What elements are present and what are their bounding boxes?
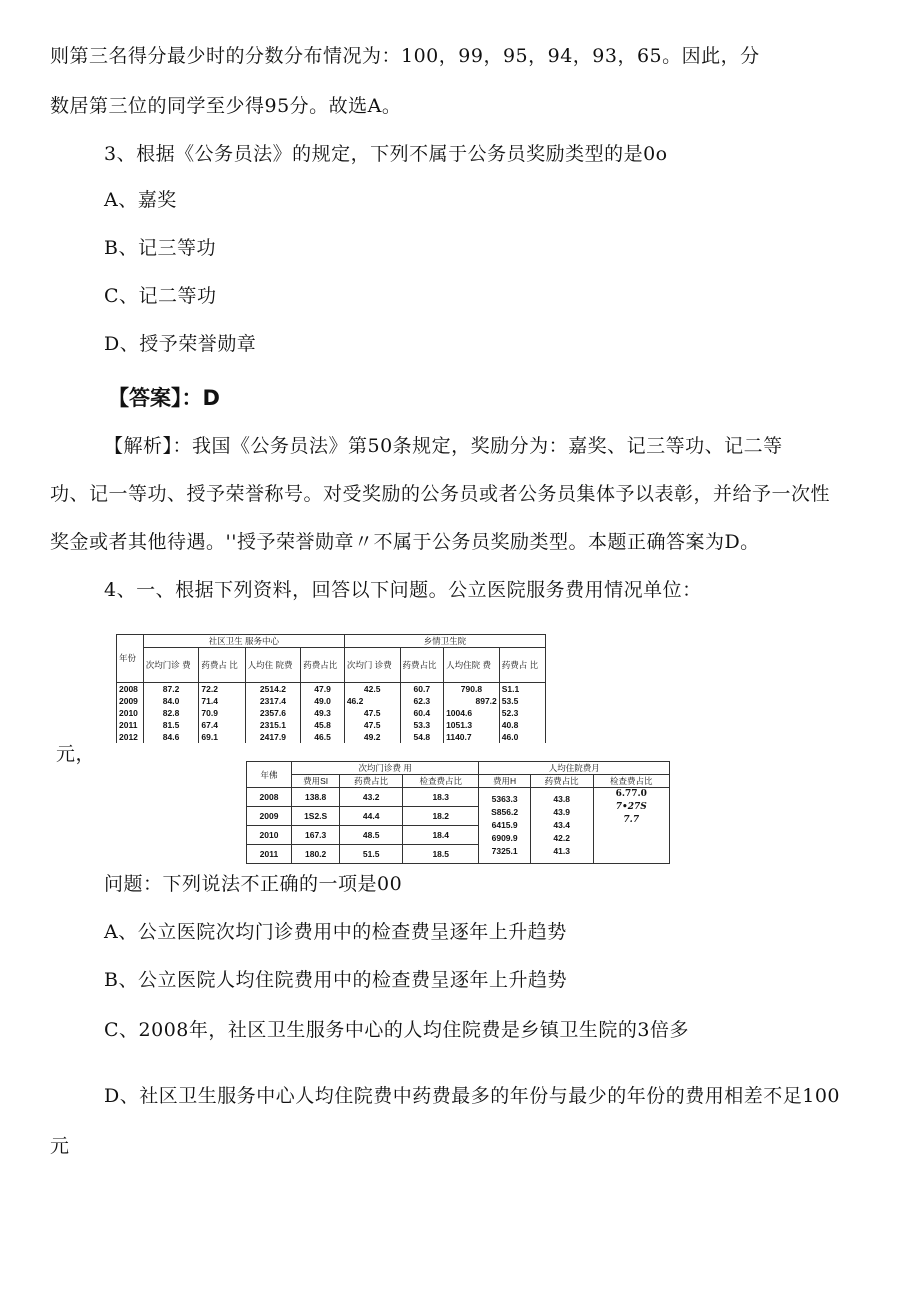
table-cell: 43.2 <box>340 788 403 807</box>
table-row <box>117 683 546 696</box>
table-cell: 790.8 <box>444 683 500 696</box>
table-header: 年份 <box>117 635 144 683</box>
table-header: 次均门诊 费 <box>143 648 199 683</box>
table-cell: 2417.9 <box>245 731 301 743</box>
option-a: A、公立医院次均门诊费用中的检查费呈逐年上升趋势 <box>104 921 567 943</box>
option-d-continued: 元 <box>50 1135 70 1157</box>
table-cell: 87.2 <box>143 683 199 696</box>
table-cell-line: 43.4 <box>553 820 570 830</box>
table-cell: 60.4 <box>400 707 444 719</box>
table-header: 药费占 比 <box>499 648 545 683</box>
table-header: 药费占 比 <box>199 648 245 683</box>
table-cell: 2011 <box>247 845 292 864</box>
table-cell: 52.3 <box>499 707 545 719</box>
table-cell: 1140.7 <box>444 731 500 743</box>
table-cell: 67.4 <box>199 719 245 731</box>
table-row <box>117 731 546 743</box>
option-c: C、2008年，社区卫生服务中心的人均住院费是乡镇卫生院的3倍多 <box>104 1019 689 1041</box>
explanation: 【解析】：我国《公务员法》第50条规定，奖励分为：嘉奖、记三等功、记二等 <box>104 435 783 457</box>
table-cell <box>530 788 593 864</box>
table-cell: 2514.2 <box>245 683 301 696</box>
answer-label: 【答案】：D <box>108 386 220 410</box>
table-header: 药费占比 <box>301 648 345 683</box>
table-cell: 53.5 <box>499 695 545 707</box>
option-b: B、公立医院人均住院费用中的检查费呈逐年上升趋势 <box>104 969 567 991</box>
table-cell: 71.4 <box>199 695 245 707</box>
table-row <box>117 719 546 731</box>
table-cell: 2317.4 <box>245 695 301 707</box>
table-header: 费用SI <box>292 775 340 788</box>
text-line: 则第三名得分最少时的分数分布情况为：100，99，95，94，93，65。因此，分 <box>50 45 760 67</box>
table-cell: 81.5 <box>143 719 199 731</box>
table-cell: 60.7 <box>400 683 444 696</box>
table-cell: 2010 <box>247 826 292 845</box>
table-cell: 46.2 <box>344 695 400 707</box>
table-header: 药费占比 <box>340 775 403 788</box>
hospital-table-1 <box>116 634 546 743</box>
table-cell: 54.8 <box>400 731 444 743</box>
table-cell: 2008 <box>247 788 292 807</box>
table-cell: 18.3 <box>403 788 479 807</box>
table-cell: 18.2 <box>403 807 479 826</box>
table-cell: 49.3 <box>301 707 345 719</box>
table-header: 社区卫生 服务中心 <box>143 635 344 648</box>
table-cell-line: 41.3 <box>553 846 570 856</box>
table-cell: 47.9 <box>301 683 345 696</box>
table-header: 次均门诊费 用 <box>292 762 479 775</box>
table-header: 人均住院费月 <box>479 762 670 775</box>
table-cell: 18.5 <box>403 845 479 864</box>
table-cell: 84.0 <box>143 695 199 707</box>
option-b: B、记三等功 <box>104 237 216 259</box>
table-cell: 70.9 <box>199 707 245 719</box>
table-row <box>117 707 546 719</box>
table-header: 人均住 院费 <box>245 648 301 683</box>
table-cell: 46.5 <box>301 731 345 743</box>
table-cell: 2012 <box>117 731 144 743</box>
table-cell: 51.5 <box>340 845 403 864</box>
table-header: 检查费占比 <box>403 775 479 788</box>
table-cell: 62.3 <box>400 695 444 707</box>
table-cell-line: 7325.1 <box>491 846 518 856</box>
table-cell: 47.5 <box>344 719 400 731</box>
table-cell: 48.5 <box>340 826 403 845</box>
table-row <box>117 695 546 707</box>
table-cell: 82.8 <box>143 707 199 719</box>
table-row <box>247 788 670 807</box>
table-header: 次均门 诊费 <box>344 648 400 683</box>
table-cell: 53.3 <box>400 719 444 731</box>
table-cell: 47.5 <box>344 707 400 719</box>
table-header: 检查费占比 <box>593 775 669 788</box>
table-cell-line: 42.2 <box>553 833 570 843</box>
table-cell: 138.8 <box>292 788 340 807</box>
table-cell <box>479 788 530 864</box>
question-4: 4、一、根据下列资料，回答以下问题。公立医院服务费用情况单位： <box>104 579 702 601</box>
option-d: D、社区卫生服务中心人均住院费中药费最多的年份与最少的年份的费用相差不足100 <box>104 1085 841 1107</box>
table-cell <box>593 788 669 864</box>
table-cell-line: 6.77.0 <box>615 789 647 799</box>
table-cell: 1051.3 <box>444 719 500 731</box>
table-cell: 42.5 <box>344 683 400 696</box>
unit-text: 元， <box>56 743 96 765</box>
table-cell: 180.2 <box>292 845 340 864</box>
table-cell-line: 6909.9 <box>491 833 518 843</box>
table-cell: 44.4 <box>340 807 403 826</box>
table-cell: 49.0 <box>301 695 345 707</box>
table-cell-line: 43.8 <box>553 794 570 804</box>
explanation: 功、记一等功、授予荣誉称号。对受奖励的公务员或者公务员集体予以表彰，并给予一次性 <box>50 483 831 505</box>
table-cell: 84.6 <box>143 731 199 743</box>
table-cell: 40.8 <box>499 719 545 731</box>
table-cell: 1S2.S <box>292 807 340 826</box>
table-cell: 2008 <box>117 683 144 696</box>
explanation: 奖金或者其他待遇。''授予荣誉勋章〃不属于公务员奖励类型。本题正确答案为D。 <box>50 531 760 553</box>
text-line: 数居第三位的同学至少得95分。故选A。 <box>50 95 402 117</box>
option-a: A、嘉奖 <box>104 189 177 211</box>
table-cell-line: S856.2 <box>491 807 519 817</box>
table-cell-line: 5363.3 <box>491 794 518 804</box>
table-header: 年佛 <box>247 762 292 788</box>
option-c: C、记二等功 <box>104 285 217 307</box>
table-cell: 49.2 <box>344 731 400 743</box>
table-cell: 2010 <box>117 707 144 719</box>
table-cell-line: 43.9 <box>553 807 570 817</box>
table-cell: 18.4 <box>403 826 479 845</box>
table-cell: 72.2 <box>199 683 245 696</box>
table-cell: 897.2 <box>444 695 500 707</box>
table-header: 费用H <box>479 775 530 788</box>
table-cell-line: 7•27S <box>615 802 647 812</box>
option-d: D、授予荣誉勋章 <box>104 333 257 355</box>
table-cell: 2315.1 <box>245 719 301 731</box>
table-cell: 167.3 <box>292 826 340 845</box>
table-cell: 69.1 <box>199 731 245 743</box>
table-header: 人均住院 费 <box>444 648 500 683</box>
table-cell: S1.1 <box>499 683 545 696</box>
table-cell: 46.0 <box>499 731 545 743</box>
table-cell: 1004.6 <box>444 707 500 719</box>
table-header: 药费占比 <box>400 648 444 683</box>
table-cell-line: 7.7 <box>623 815 640 825</box>
table-cell-line: 6415.9 <box>491 820 518 830</box>
table-header: 药费占比 <box>530 775 593 788</box>
table-cell: 2009 <box>117 695 144 707</box>
table-cell: 2357.6 <box>245 707 301 719</box>
question-3: 3、根据《公务员法》的规定，下列不属于公务员奖励类型的是0o <box>104 143 668 165</box>
hospital-table-2 <box>246 761 670 864</box>
table-header: 乡情卫生院 <box>344 635 545 648</box>
table-cell: 45.8 <box>301 719 345 731</box>
question-prompt: 问题：下列说法不正确的一项是00 <box>104 873 403 895</box>
table-cell: 2011 <box>117 719 144 731</box>
table-cell: 2009 <box>247 807 292 826</box>
